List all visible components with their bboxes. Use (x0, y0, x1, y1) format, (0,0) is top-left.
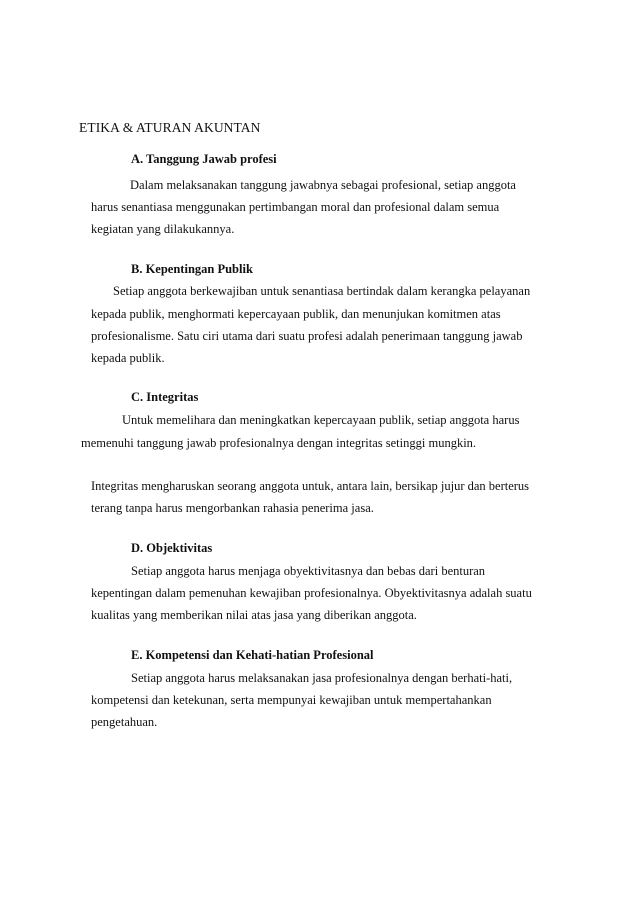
section-b-line-1: Setiap anggota berkewajiban untuk senantiasa bertindak dalam kerangka pelayanan (113, 284, 531, 298)
section-heading-e: E. Kompetensi dan Kehati-hatian Profesional (131, 648, 374, 662)
section-a-line-3: kegiatan yang dilakukannya. (91, 222, 235, 236)
section-e-line-2: kompetensi dan ketekunan, serta mempunyai kewajiban untuk mempertahankan (91, 693, 492, 707)
section-d-line-1: Setiap anggota harus menjaga obyektivitasnya dan bebas dari benturan (131, 564, 486, 578)
section-d-line-3: kualitas yang memberikan nilai atas jasa yang diberikan anggota. (91, 608, 417, 622)
section-e-line-1: Setiap anggota harus melaksanakan jasa profesionalnya dengan berhati-hati, (131, 671, 513, 685)
section-c-line-3: Integritas mengharuskan seorang anggota untuk, antara lain, bersikap jujur dan berterus (91, 479, 530, 493)
document-title: ETIKA & ATURAN AKUNTAN (79, 120, 261, 135)
section-a-line-2: harus senantiasa menggunakan pertimbangan moral dan profesional dalam semua (91, 200, 500, 214)
section-b-line-4: kepada publik. (91, 351, 165, 365)
section-a-line-1: Dalam melaksanakan tanggung jawabnya sebagai profesional, setiap anggota (130, 178, 516, 192)
section-c-line-1: Untuk memelihara dan meningkatkan kepercayaan publik, setiap anggota harus (122, 413, 520, 427)
section-e-line-3: pengetahuan. (91, 715, 158, 729)
section-b-line-2: kepada publik, menghormati kepercayaan publik, dan menunjukan komitmen atas (91, 307, 501, 321)
section-d-line-2: kepentingan dalam pemenuhan kewajiban profesionalnya. Obyektivitasnya adalah suatu (91, 586, 532, 600)
section-heading-c: C. Integritas (131, 390, 199, 404)
section-c-line-2: memenuhi tanggung jawab profesionalnya dengan integritas setinggi mungkin. (81, 436, 477, 450)
section-heading-a: A. Tanggung Jawab profesi (131, 152, 277, 166)
section-b-line-3: profesionalisme. Satu ciri utama dari suatu profesi adalah penerimaan tanggung jawab (91, 329, 523, 343)
section-heading-b: B. Kepentingan Publik (131, 262, 253, 276)
section-heading-d: D. Objektivitas (131, 541, 213, 555)
section-c-line-4: terang tanpa harus mengorbankan rahasia penerima jasa. (91, 501, 374, 515)
